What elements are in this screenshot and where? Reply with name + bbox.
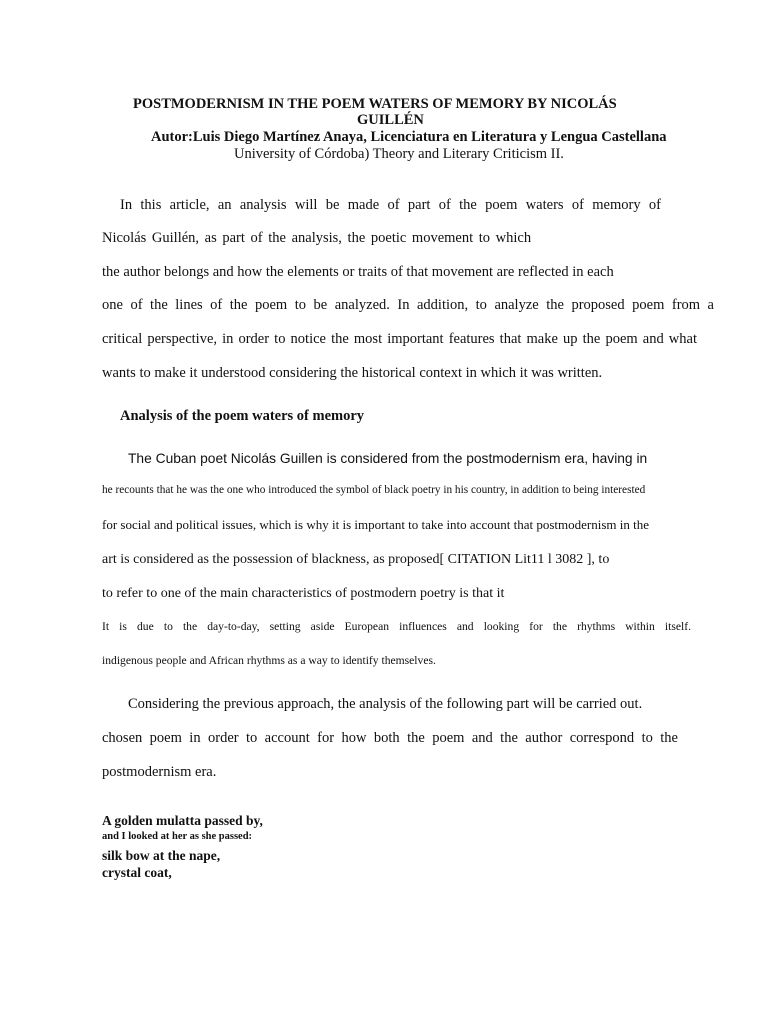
intro-line-4: one of the lines of the poem to be analyzed. In addition, to analyze the proposed poem from a xyxy=(102,297,714,313)
analysis-line-4: art is considered as the possession of blackness, as proposed[ CITATION Lit11 l 3082 ], to xyxy=(102,552,610,567)
poem-line-3: silk bow at the nape, xyxy=(102,848,221,863)
author-line: Autor:Luis Diego Martínez Anaya, Licenciatura en Literatura y Lengua Castellana xyxy=(151,129,667,145)
approach-line-1: Considering the previous approach, the analysis of the following part will be carried out. xyxy=(128,696,643,712)
analysis-line-2: he recounts that he was the one who introduced the symbol of black poetry in his country, in addition to being interested xyxy=(102,484,646,496)
analysis-line-7: indigenous people and African rhythms as a way to identify themselves. xyxy=(102,654,436,667)
intro-line-3: the author belongs and how the elements or traits of that movement are reflected in each xyxy=(102,264,614,280)
analysis-line-6: It is due to the day-to-day, setting aside European influences and looking for the rhythms within itself. xyxy=(102,620,691,633)
poem-line-1: A golden mulatta passed by, xyxy=(102,813,263,828)
analysis-line-5: to refer to one of the main characteristics of postmodern poetry is that it xyxy=(102,586,505,601)
intro-line-1: In this article, an analysis will be made of part of the poem waters of memory of xyxy=(120,197,661,213)
approach-line-3: postmodernism era. xyxy=(102,764,217,780)
intro-line-6: wants to make it understood considering the historical context in which it was written. xyxy=(102,365,603,381)
analysis-line-1: The Cuban poet Nicolás Guillen is considered from the postmodernism era, having in xyxy=(128,451,648,466)
approach-line-2: chosen poem in order to account for how both the poem and the author correspond to the xyxy=(102,730,678,746)
document-title-line-2: GUILLÉN xyxy=(357,112,424,128)
section-heading: Analysis of the poem waters of memory xyxy=(120,408,365,424)
university-line: University of Córdoba) Theory and Literary Criticism II. xyxy=(234,146,564,162)
analysis-line-3: for social and political issues, which is why it is important to take into account that postmodernism in the xyxy=(102,517,649,532)
intro-line-5: critical perspective, in order to notice the most important features that make up the poem and what xyxy=(102,331,697,347)
intro-line-2: Nicolás Guillén, as part of the analysis, the poetic movement to which xyxy=(102,230,532,246)
poem-line-4: crystal coat, xyxy=(102,865,172,880)
poem-line-2: and I looked at her as she passed: xyxy=(102,831,253,842)
document-title-line-1: POSTMODERNISM IN THE POEM WATERS OF MEMORY BY NICOLÁS xyxy=(133,96,617,112)
